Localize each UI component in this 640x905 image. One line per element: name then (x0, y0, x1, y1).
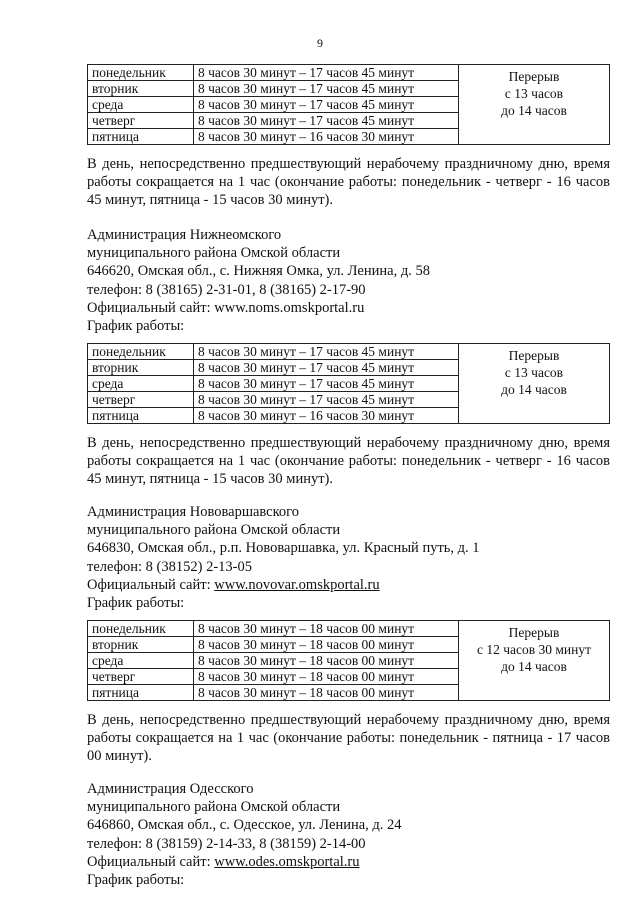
break-cell (459, 65, 610, 145)
page-number: 9 (317, 36, 323, 50)
day-cell: вторник (88, 637, 194, 653)
schedule-table-2 (87, 343, 610, 424)
site-line (87, 853, 610, 871)
site-label: Официальный сайт: (87, 299, 215, 316)
administration-name: Администрация Нижнеомского (87, 227, 282, 243)
administration-phone: телефон: 8 (38165) 2-31-01, 8 (38165) 2-17-90 (87, 281, 366, 298)
administration-district: муниципального района Омской области (87, 245, 341, 262)
administration-block-2 (87, 503, 610, 612)
schedule-note-3: В день, непосредственно предшествующий нерабочему праздничному дню, время работы сокращается на 1 час (окончание работы: понедельник - пятница - 17 часов 00 минут). (87, 712, 610, 764)
site-label: Официальный сайт: (87, 853, 215, 870)
day-cell: пятница (88, 408, 194, 424)
day-cell: среда (88, 653, 194, 669)
day-cell: пятница (88, 129, 194, 145)
day-cell: понедельник (88, 344, 194, 360)
day-cell: среда (88, 376, 194, 392)
schedule-label: График работы: (87, 872, 185, 889)
administration-phone: телефон: 8 (38152) 2-13-05 (87, 558, 252, 575)
administration-name: Администрация Одесского (87, 781, 254, 797)
site-link[interactable]: www.novovar.omskportal.ru (214, 576, 380, 593)
administration-address: 646830, Омская обл., р.п. Нововаршавка, ул. Красный путь, д. 1 (87, 540, 480, 557)
hours-cell: 8 часов 30 минут – 18 часов 00 минут (194, 669, 459, 685)
hours-cell: 8 часов 30 минут – 17 часов 45 минут (194, 376, 459, 392)
administration-district: муниципального района Омской области (87, 799, 341, 816)
schedule-table-1 (87, 64, 610, 145)
hours-cell: 8 часов 30 минут – 18 часов 00 минут (194, 685, 459, 701)
hours-cell: 8 часов 30 минут – 17 часов 45 минут (194, 360, 459, 376)
hours-cell: 8 часов 30 минут – 18 часов 00 минут (194, 637, 459, 653)
hours-cell: 8 часов 30 минут – 17 часов 45 минут (194, 113, 459, 129)
schedule-label: График работы: (87, 595, 185, 612)
administration-block-1 (87, 226, 610, 335)
table-row (88, 621, 610, 637)
site-line (87, 576, 610, 594)
hours-cell: 8 часов 30 минут – 16 часов 30 минут (194, 408, 459, 424)
day-cell: понедельник (88, 621, 194, 637)
day-cell: среда (88, 97, 194, 113)
break-line: с 13 часов (504, 86, 564, 101)
hours-cell: 8 часов 30 минут – 18 часов 00 минут (194, 621, 459, 637)
site-label: Официальный сайт: (87, 576, 215, 593)
break-line: с 13 часов (504, 365, 564, 380)
break-line: Перерыв (508, 348, 560, 363)
hours-cell: 8 часов 30 минут – 18 часов 00 минут (194, 653, 459, 669)
break-line: до 14 часов (501, 659, 567, 674)
table-row (88, 65, 610, 81)
table-row (88, 344, 610, 360)
hours-cell: 8 часов 30 минут – 17 часов 45 минут (194, 392, 459, 408)
day-cell: пятница (88, 685, 194, 701)
day-cell: четверг (88, 669, 194, 685)
day-cell: четверг (88, 392, 194, 408)
hours-cell: 8 часов 30 минут – 17 часов 45 минут (194, 65, 459, 81)
site-line (87, 299, 610, 317)
day-cell: понедельник (88, 65, 194, 81)
break-line: Перерыв (508, 69, 560, 84)
break-line: до 14 часов (501, 382, 567, 397)
hours-cell: 8 часов 30 минут – 17 часов 45 минут (194, 344, 459, 360)
schedule-table-3 (87, 620, 610, 701)
break-cell (459, 621, 610, 701)
administration-block-3 (87, 780, 610, 889)
hours-cell: 8 часов 30 минут – 17 часов 45 минут (194, 97, 459, 113)
schedule-note-1: В день, непосредственно предшествующий нерабочему праздничному дню, время работы сокращается на 1 час (окончание работы: понедельник - четверг - 16 часов 45 минут, пятница - 15 часов 30 минут). (87, 156, 610, 208)
schedule-label: График работы: (87, 318, 185, 335)
site-link[interactable]: www.odes.omskportal.ru (214, 853, 360, 870)
break-line: Перерыв (508, 625, 560, 640)
administration-name: Администрация Нововаршавского (87, 504, 300, 520)
day-cell: вторник (88, 81, 194, 97)
break-cell (459, 344, 610, 424)
schedule-note-2: В день, непосредственно предшествующий нерабочему праздничному дню, время работы сокращается на 1 час (окончание работы: понедельник - четверг - 16 часов 45 минут, пятница - 15 часов 30 минут). (87, 435, 610, 487)
administration-address: 646620, Омская обл., с. Нижняя Омка, ул. Ленина, д. 58 (87, 263, 430, 280)
break-line: с 12 часов 30 минут (476, 642, 592, 657)
day-cell: вторник (88, 360, 194, 376)
administration-district: муниципального района Омской области (87, 522, 341, 539)
break-line: до 14 часов (501, 103, 567, 118)
day-cell: четверг (88, 113, 194, 129)
administration-address: 646860, Омская обл., с. Одесское, ул. Ленина, д. 24 (87, 817, 402, 834)
site-link[interactable]: www.noms.omskportal.ru (214, 299, 365, 316)
hours-cell: 8 часов 30 минут – 16 часов 30 минут (194, 129, 459, 145)
hours-cell: 8 часов 30 минут – 17 часов 45 минут (194, 81, 459, 97)
administration-phone: телефон: 8 (38159) 2-14-33, 8 (38159) 2-14-00 (87, 835, 366, 852)
